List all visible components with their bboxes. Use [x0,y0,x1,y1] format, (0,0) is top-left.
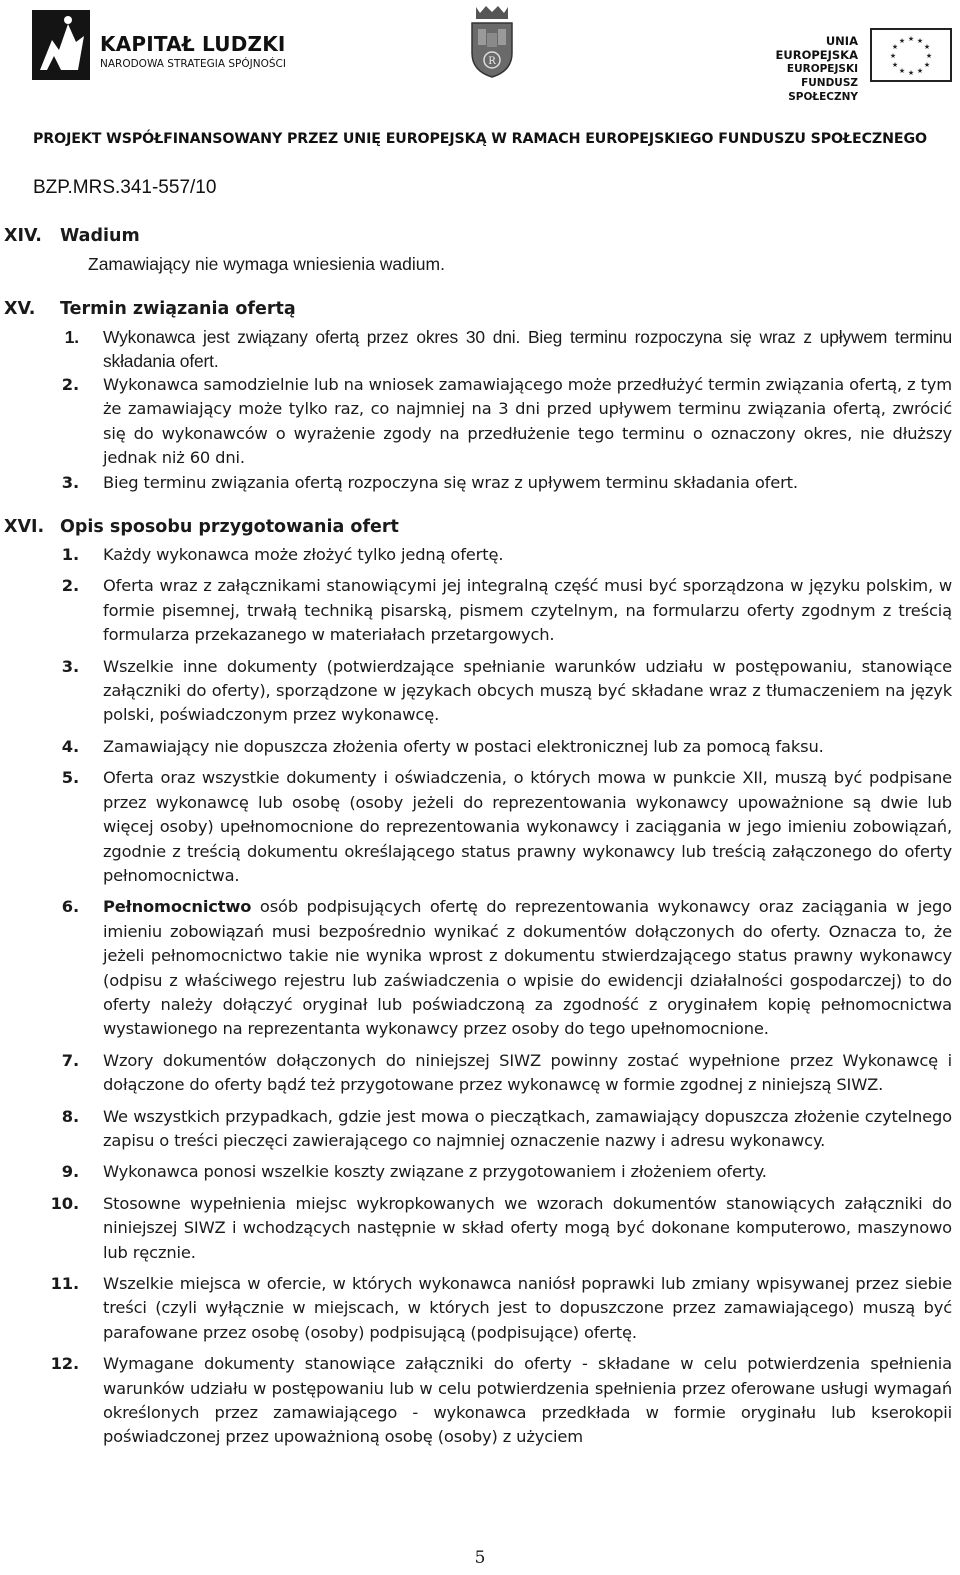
list-item [0,471,960,495]
list-item [0,1049,960,1098]
section-number: XV. [4,299,36,319]
item-number: 8. [61,1106,79,1126]
section-title: Termin związania ofertą [60,299,296,319]
numbered-list [0,325,960,495]
eu-logo-line1: UNIA EUROPEJSKA [775,34,858,62]
item-text: Wymagane dokumenty stanowiące załączniki do oferty - składane w celu potwierdzenia spełnienia warunków udziału w postępowaniu lub w celu potwierdzenia spełnienia przez oferowane usługi wymagań określonych przez zamawiającego - wykonawca przedkłada w formie oryginału lub kserokopii poświadczonej przez upoważnioną osobę (osoby) z użyciem [103,1354,952,1447]
document-header [0,0,960,103]
list-item [0,1160,960,1184]
list-item [0,1105,960,1154]
item-number: 4. [61,736,79,756]
item-number: 9. [61,1162,79,1182]
kapital-ludzki-logo [32,10,292,82]
list-item [0,373,960,471]
svg-text:★: ★ [898,37,906,45]
item-text: Wykonawca samodzielnie lub na wniosek zamawiającego może przedłużyć termin związania ofertą, z tym że zamawiający może tylko raz, co najmniej na 3 dni przed upływem terminu związania ofertą, zwrócić się do wykonawców o wyrażenie zgody na przedłużenie tego terminu o oznaczony okres, nie dłuższy jednak niż 60 dni. [103,375,952,468]
section-xvi-opis-przygotowania [0,517,960,1450]
item-number: 3. [61,656,79,676]
list-item [0,325,960,373]
section-heading [0,517,960,543]
section-xiv-wadium [0,226,960,277]
svg-text:★: ★ [916,37,924,45]
list-item [0,574,960,647]
section-heading [0,226,960,252]
item-text: Zamawiający nie dopuszcza złożenia oferty w postaci elektronicznej lub za pomocą faksu. [103,736,824,756]
item-text: osób podpisujących ofertę do reprezentowania wykonawcy oraz zaciągania w jego imieniu zobowiązań musi bezpośrednio wynikać z dokumentów dołączonych do oferty. Oznacza to, że jeżeli pełnomocnictwo takie nie wynika wprost z dokumentu stwierdzającego status prawny wykonawcy (odpisu z właściwego rejestru lub zaświadczenia o wpisie do ewidencji działalności gospodarczej) to do oferty należy dołączyć oryginał lub poświadczoną za zgodność z oryginałem kopię pełnomocnictwa wystawionego na reprezentanta wykonawcy przez osoby do tego upełnomocnione. [103,897,952,1039]
svg-text:★: ★ [907,69,915,77]
list-item [0,543,960,567]
reference-number: BZP.MRS.341-557/10 [33,177,217,198]
item-text: We wszystkich przypadkach, gdzie jest mowa o pieczątkach, zamawiający dopuszcza złożenie czytelnego zapisu o treści pieczęci zawierającego co najmniej oznaczenie nazwy i adresu wykonawcy. [103,1106,952,1150]
eu-logo-line3: FUNDUSZ SPOŁECZNY [788,77,858,103]
kapital-ludzki-mark-icon [32,10,90,80]
item-number: 12. [50,1354,79,1374]
item-text: Wykonawca ponosi wszelkie koszty związane z przygotowaniem i złożeniem oferty. [103,1162,767,1182]
svg-text:★: ★ [891,61,899,69]
item-text: Stosowne wypełnienia miejsc wykropkowanych we wzorach dokumentów stanowiących załączniki do niniejszej SIWZ i wchodzących następnie w skład oferty mogą być dokonane komputerowo, maszynowo lub ręcznie. [103,1193,952,1262]
svg-text:★: ★ [891,43,899,51]
list-item [0,1272,960,1345]
list-item [0,1192,960,1265]
item-number: 10. [50,1193,79,1213]
item-text: Wszelkie inne dokumenty (potwierdzające spełnianie warunków udziału w postępowaniu, stanowiące załączniki do oferty), sporządzone w językach obcych muszą być składane wraz z tłumaczeniem na język polski, poświadczonym przez wykonawcę. [103,656,952,725]
svg-text:★: ★ [907,35,915,43]
item-number: 5. [61,768,79,788]
eu-social-fund-logo [748,28,958,103]
section-heading [0,299,960,325]
item-number: 6. [61,897,79,917]
svg-text:★: ★ [923,43,931,51]
section-number: XVI. [4,517,45,538]
project-banner: PROJEKT WSPÓŁFINANSOWANY PRZEZ UNIĘ EUROPEJSKĄ W RAMACH EUROPEJSKIEGO FUNDUSZU SPOŁECZNEGO [33,131,927,147]
item-number: 2. [61,576,79,596]
numbered-list [0,543,960,1450]
section-title: Wadium [60,226,140,246]
item-number: 7. [61,1050,79,1070]
kapital-ludzki-subtitle: NARODOWA STRATEGIA SPÓJNOŚCI [100,58,286,70]
svg-text:★: ★ [916,67,924,75]
section-text: Zamawiający nie wymaga wniesienia wadium. [88,254,445,274]
item-text: Każdy wykonawca może złożyć tylko jedną ofertę. [103,545,504,565]
list-item [0,766,960,888]
item-number: 2. [61,375,79,394]
item-text: Oferta oraz wszystkie dokumenty i oświadczenia, o których mowa w punkcie XII, muszą być podpisane przez wykonawcę lub osobę (osoby jeżeli do reprezentowania wykonawcy upoważnione są dwie lub więcej osoby) upełnomocnione do reprezentowania wykonawcy i zaciągania w jego imieniu zobowiązań, zgodnie z treścią dokumentu określającego status prawny wykonawcy lub treścią załączonego do oferty pełnomocnictwa. [103,768,952,885]
list-item [0,895,960,1041]
item-text: Oferta wraz z załącznikami stanowiącymi jej integralną część musi być sporządzona w języku polskim, w formie pisemnej, trwałą techniką pisarską, pismem czytelnym, na formularzu oferty zgodnym z treścią formularza przekazanego w materiałach przetargowych. [103,576,952,645]
svg-text:R: R [488,56,496,67]
item-number: 1. [64,327,79,347]
list-item [0,735,960,759]
section-xv-termin-zwiazania [0,299,960,495]
document-body [0,226,960,1457]
city-coat-of-arms-icon [466,3,518,79]
list-item [0,655,960,728]
section-title: Opis sposobu przygotowania ofert [60,517,399,538]
svg-text:★: ★ [889,52,897,60]
eu-flag-icon [870,28,952,82]
item-number: 3. [61,472,79,492]
kapital-ludzki-title: KAPITAŁ LUDZKI [100,32,286,56]
item-text: Bieg terminu związania ofertą rozpoczyna się wraz z upływem terminu składania ofert. [103,472,798,492]
item-bold-lead: Pełnomocnictwo [103,897,252,917]
svg-text:★: ★ [925,52,933,60]
svg-text:★: ★ [923,61,931,69]
eu-logo-text [748,34,858,104]
eu-logo-line2: EUROPEJSKI [786,63,858,75]
section-number: XIV. [4,226,42,246]
page-number: 5 [474,1548,486,1568]
item-text: Wykonawca jest związany ofertą przez okres 30 dni. Bieg terminu rozpoczyna się wraz z upływem terminu składania ofert. [103,327,952,371]
item-number: 11. [50,1274,79,1293]
list-item [0,1352,960,1450]
item-number: 1. [61,545,79,565]
item-text: Wzory dokumentów dołączonych do niniejszej SIWZ powinny zostać wypełnione przez Wykonawcę i dołączone do oferty bądź też przygotowane przez wykonawcę w formie zgodnej z niniejszą SIWZ. [103,1050,952,1095]
svg-text:★: ★ [898,67,906,75]
item-text: Wszelkie miejsca w ofercie, w których wykonawca naniósł poprawki lub zmiany wpisywanej przez siebie treści (czyli wyłącznie w miejscach, w których jest to dopuszczone przez zamawiającego) muszą być parafowane przez osobę (osoby) podpisującą (podpisujące) ofertę. [103,1274,952,1342]
